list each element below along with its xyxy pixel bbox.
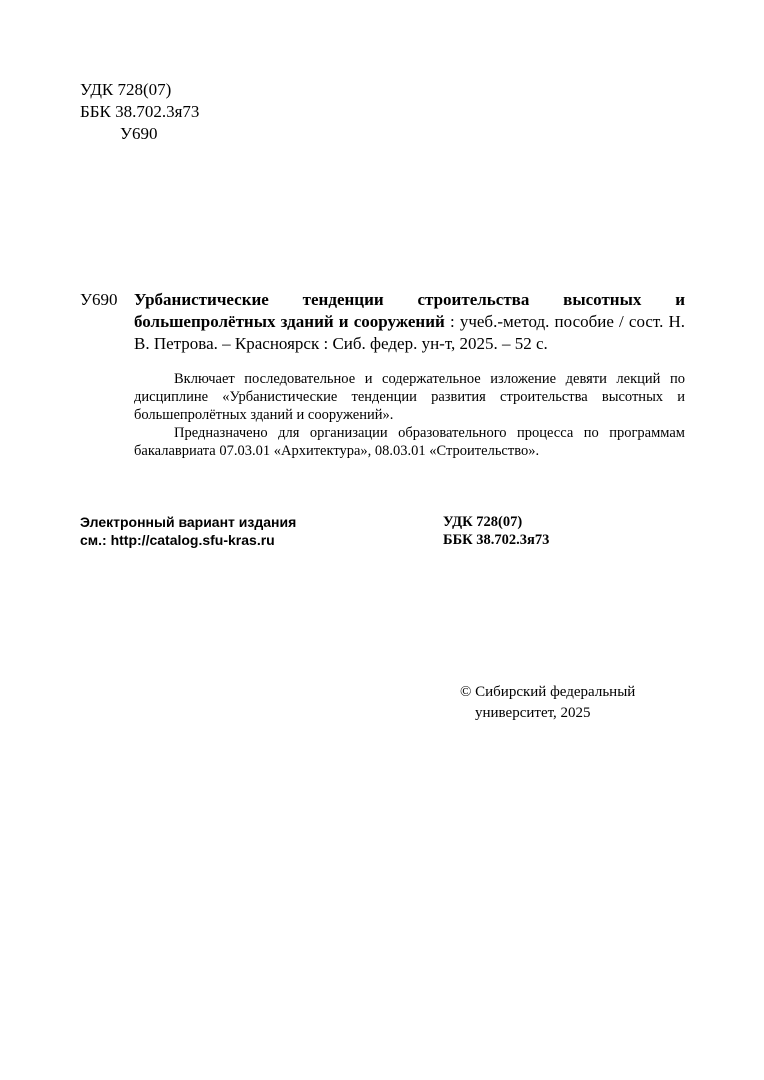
electronic-edition-label: Электронный вариант издания bbox=[80, 514, 297, 530]
publication-details: : учеб.-метод. пособие / сост. Н. В. Петрова. – Красноярск : Сиб. федер. ун-т, 2025. – 52 с. bbox=[134, 312, 685, 353]
annotation bbox=[134, 370, 685, 460]
record-cipher: У690 bbox=[80, 290, 118, 309]
publication-title: Урбанистические тенденции строительства высотных и большепролётных зданий и сооружений bbox=[134, 290, 685, 331]
annotation-paragraph-1: Включает последовательное и содержательное изложение девяти лекций по дисциплине «Урбанистические тенденции развития строительства высотных и большепролётных зданий и сооружений». bbox=[134, 371, 685, 423]
electronic-edition-note bbox=[80, 513, 296, 549]
author-sign: У690 bbox=[120, 124, 158, 143]
record-entry bbox=[134, 289, 685, 355]
annotation-paragraph-2: Предназначено для организации образовательного процесса по программам бакалавриата 07.03.01 «Архитектура», 08.03.01 «Строительство». bbox=[134, 425, 685, 459]
bbk-code: ББК 38.702.3я73 bbox=[80, 102, 200, 121]
header-classification-codes bbox=[80, 79, 199, 145]
copyright-line-1: © Сибирский федеральный bbox=[460, 684, 636, 700]
copyright-notice bbox=[460, 682, 635, 724]
catalog-link[interactable]: см.: http://catalog.sfu-kras.ru bbox=[80, 532, 275, 548]
bibliographic-record bbox=[80, 289, 685, 355]
copyright-line-2: университет, 2025 bbox=[475, 705, 591, 721]
footer-bbk-code: ББК 38.702.3я73 bbox=[443, 532, 550, 548]
footer-classification-codes bbox=[443, 513, 549, 549]
footer-udk-code: УДК 728(07) bbox=[443, 514, 523, 530]
udk-code: УДК 728(07) bbox=[80, 80, 172, 99]
